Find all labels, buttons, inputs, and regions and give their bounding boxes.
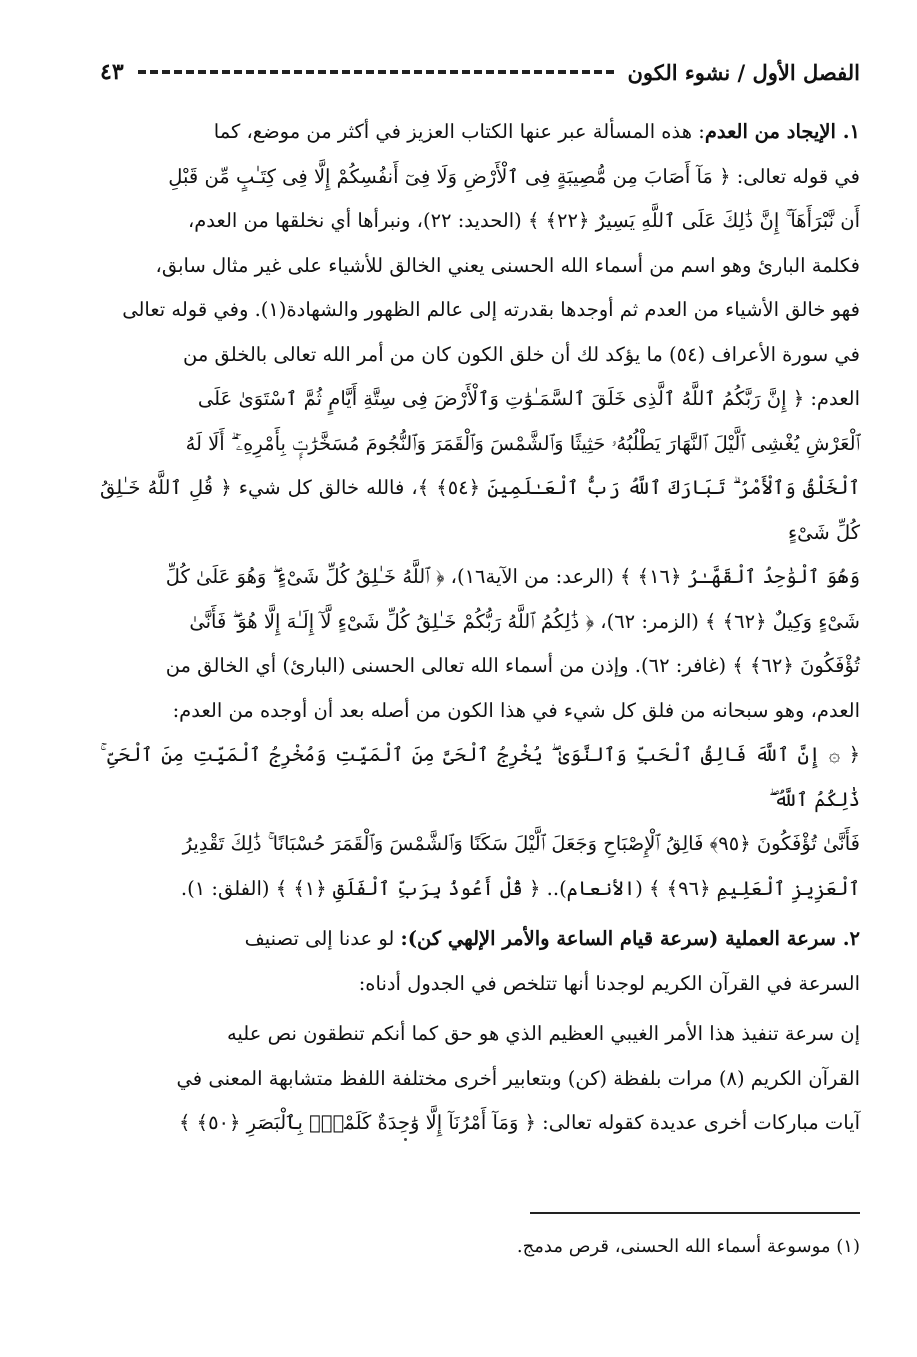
text-line: آيات مباركات أخرى عديدة كقوله تعالى: ﴿ وَمَآ أَمْرُنَآ إِلَّا وَٰحِدَةٌ كَلَمْحٍۭ بِٱلْبَصَرِ ﴿٥٠﴾ ﴾ — [179, 1111, 860, 1134]
running-header — [100, 52, 860, 92]
text-line: إن سرعة تنفيذ هذا الأمر الغيبي العظيم الذي هو حق كما أنكم تنطقون نص عليه — [226, 1022, 860, 1045]
text-line: فكلمة البارئ وهو اسم من أسماء الله الحسنى يعني الخالق للأشياء على غير مثال سابق، — [155, 253, 860, 277]
text-line: ٱلْخَلْقُ وَٱلْأَمْرُ ۗ تَبَارَكَ ٱللَّهُ رَبُّ ٱلْعَـٰلَمِينَ ﴿٥٤﴾ ﴾، فالله خالق كل شيء ﴿ قُلِ ٱللَّهُ خَـٰلِقُ كُلِّ شَىْءٍ — [100, 476, 860, 544]
header-dashed-rule — [138, 70, 614, 74]
text-line: شَىْءٍ وَكِيلٌ ﴿٦٢﴾ ﴾ (الزمر: ٦٢)، ﴿ ذَٰلِكُمُ ٱللَّهُ رَبُّكُمْ خَـٰلِقُ كُلِّ شَىْءٍ لَّآ إِلَـٰهَ إِلَّا هُوَ ۖ فَأَنَّىٰ — [189, 609, 860, 633]
body-text — [100, 110, 860, 1146]
text-line: أَن نَّبْرَأَهَآ ۚ إِنَّ ذَٰلِكَ عَلَى ٱللَّهِ يَسِيرٌ ﴿٢٢﴾ ﴾ (الحديد: ٢٢)، ونبرأها أي نخلقها من العدم، — [187, 209, 860, 232]
text-line: تُؤْفَكُونَ ﴿٦٢﴾ ﴾ (غافر: ٦٢). وإذن من أسماء الله تعالى الحسنى (البارئ) أي الخالق من — [165, 654, 860, 677]
text-line: ٱلْعَزِيزِ ٱلْعَلِيمِ ﴿٩٦﴾ ﴾ (الأنعام).. ﴿ قُلْ أَعُوذُ بِرَبِّ ٱلْفَلَقِ ﴿١﴾ ﴾ (الفلق: ١). — [180, 876, 860, 900]
text-line: : هذه المسألة عبر عنها الكتاب العزيز في أكثر من موضع، كما — [213, 120, 705, 143]
text-line: ٱلْعَرْشِ يُغْشِى ٱلَّيْلَ ٱلنَّهَارَ يَطْلُبُهُۥ حَثِيثًا وَٱلشَّمْسَ وَٱلْقَمَرَ وَٱلنُّجُومَ مُسَخَّرَٰتٍۭ بِأَمْرِهِۦٓ ۗ أَلَا لَهُ — [185, 431, 860, 455]
text-line: فهو خالق الأشياء من العدم ثم أوجدها بقدرته إلى عالم الظهور والشهادة(١). وفي قوله تعالى — [122, 298, 860, 321]
paragraph-command-be — [100, 1012, 860, 1146]
page-number: ٤٣ — [100, 59, 124, 85]
text-line: وَهُوَ ٱلْوَٰحِدُ ٱلْقَهَّـٰرُ ﴿١٦﴾ ﴾ (الرعد: من الآية١٦)، ﴿ ٱللَّهُ خَـٰلِقُ كُلِّ شَىْءٍ ۖ وَهُوَ عَلَىٰ كُلِّ — [165, 565, 860, 588]
paragraph-speed-of-process — [100, 917, 860, 1006]
stray-dot — [404, 1138, 407, 1141]
chapter-title: الفصل الأول / نشوء الكون — [627, 59, 860, 85]
text-line: في سورة الأعراف (٥٤) ما يؤكد لك أن خلق الكون كان من أمر الله تعالى بالخلق من — [183, 342, 860, 366]
text-line: القرآن الكريم (٨) مرات بلفظة (كن) وبتعابير أخرى مختلفة اللفظ متشابهة المعنى في — [176, 1066, 860, 1090]
text-line: العدم، وهو سبحانه من فلق كل شيء في هذا الكون من أصله بعد أن أوجده من العدم: — [172, 698, 860, 722]
section-heading-2: ٢. سرعة العملية (سرعة قيام الساعة والأمر الإلهي كن): — [400, 927, 860, 950]
text-line: العدم: ﴿ إِنَّ رَبَّكُمُ ٱللَّهُ ٱلَّذِى خَلَقَ ٱلسَّمَـٰوَٰتِ وَٱلْأَرْضَ فِى سِتَّةِ أَيَّامٍ ثُمَّ ٱسْتَوَىٰ عَلَى — [197, 387, 860, 410]
text-line: فَأَنَّىٰ تُؤْفَكُونَ ﴿٩٥﴾ فَالِقُ ٱلْإِصْبَاحِ وَجَعَلَ ٱلَّيْلَ سَكَنًا وَٱلشَّمْسَ وَٱلْقَمَرَ حُسْبَانًا ۚ ذَٰلِكَ تَقْدِيرُ — [182, 832, 860, 855]
footnote-area — [100, 1212, 860, 1262]
text-line: ﴿ ۞ إِنَّ ٱللَّهَ فَالِقُ ٱلْحَبِّ وَٱلنَّوَىٰ ۖ يُخْرِجُ ٱلْحَىَّ مِنَ ٱلْمَيِّتِ وَمُخْرِجُ ٱلْمَيِّتِ مِنَ ٱلْحَىِّ ۚ ذَٰلِكُمُ ٱللَّهُ ۖ — [100, 743, 860, 811]
paragraph-creation-from-nothing — [100, 110, 860, 911]
text-line: في قوله تعالى: ﴿ مَآ أَصَابَ مِن مُّصِيبَةٍ فِى ٱلْأَرْضِ وَلَا فِىٓ أَنفُسِكُمْ إِلَّا فِى كِتَـٰبٍ مِّن قَبْلِ — [168, 164, 860, 188]
footnote-separator — [530, 1212, 860, 1214]
text-line: السرعة في القرآن الكريم لوجدنا أنها تتلخص في الجدول أدناه: — [358, 971, 860, 995]
section-heading-1: ١. الإيجاد من العدم — [704, 120, 860, 143]
footnote-1: (١) موسوعة أسماء الله الحسنى، قرص مدمج. — [516, 1236, 860, 1257]
text-line: لو عدنا إلى تصنيف — [244, 927, 401, 950]
book-page — [100, 52, 860, 1152]
